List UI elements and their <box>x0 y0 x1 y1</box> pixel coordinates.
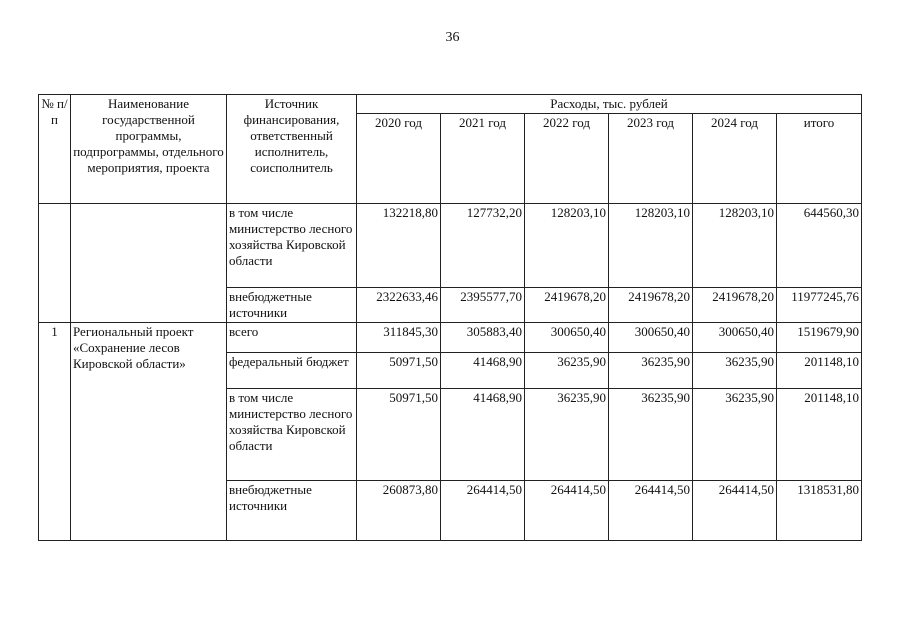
value-cell: 311845,30 <box>357 323 441 353</box>
header-source: Источник финансирования, ответственный исполнитель, соисполнитель <box>227 95 357 204</box>
value-cell: 264414,50 <box>441 481 525 541</box>
value-cell: 1318531,80 <box>777 481 862 541</box>
value-cell: 2419678,20 <box>609 288 693 323</box>
value-cell: 305883,40 <box>441 323 525 353</box>
source-cell: внебюджетные источники <box>227 481 357 541</box>
header-name: Наименование государственной программы, подпрограммы, отдельного мероприятия, проекта <box>71 95 227 204</box>
value-cell: 300650,40 <box>525 323 609 353</box>
header-year-2022: 2022 год <box>525 114 609 204</box>
budget-table <box>38 94 862 541</box>
table-row <box>39 204 862 288</box>
value-cell: 36235,90 <box>693 389 777 481</box>
value-cell: 41468,90 <box>441 353 525 389</box>
value-cell: 128203,10 <box>525 204 609 288</box>
source-cell: внебюджетные источники <box>227 288 357 323</box>
value-cell: 36235,90 <box>609 353 693 389</box>
value-cell: 128203,10 <box>693 204 777 288</box>
header-year-2023: 2023 год <box>609 114 693 204</box>
header-total: итого <box>777 114 862 204</box>
value-cell: 50971,50 <box>357 353 441 389</box>
value-cell: 644560,30 <box>777 204 862 288</box>
project-num: 1 <box>39 323 71 541</box>
value-cell: 11977245,76 <box>777 288 862 323</box>
value-cell: 128203,10 <box>609 204 693 288</box>
value-cell: 36235,90 <box>609 389 693 481</box>
value-cell: 36235,90 <box>525 353 609 389</box>
source-cell: в том числе министерство лесного хозяйства Кировской области <box>227 204 357 288</box>
value-cell: 2419678,20 <box>693 288 777 323</box>
header-num: № п/п <box>39 95 71 204</box>
value-cell: 2419678,20 <box>525 288 609 323</box>
value-cell: 127732,20 <box>441 204 525 288</box>
project-name: Региональный проект «Сохранение лесов Кировской области» <box>71 323 227 541</box>
source-cell: федеральный бюджет <box>227 353 357 389</box>
value-cell: 260873,80 <box>357 481 441 541</box>
value-cell: 2395577,70 <box>441 288 525 323</box>
value-cell: 264414,50 <box>693 481 777 541</box>
header-year-2024: 2024 год <box>693 114 777 204</box>
header-year-2020: 2020 год <box>357 114 441 204</box>
value-cell: 300650,40 <box>609 323 693 353</box>
value-cell: 36235,90 <box>525 389 609 481</box>
value-cell: 264414,50 <box>609 481 693 541</box>
header-year-2021: 2021 год <box>441 114 525 204</box>
value-cell: 2322633,46 <box>357 288 441 323</box>
value-cell: 41468,90 <box>441 389 525 481</box>
value-cell: 132218,80 <box>357 204 441 288</box>
empty-name-cell <box>71 204 227 323</box>
value-cell: 50971,50 <box>357 389 441 481</box>
source-cell: всего <box>227 323 357 353</box>
empty-num-cell <box>39 204 71 323</box>
table-row <box>39 323 862 353</box>
value-cell: 300650,40 <box>693 323 777 353</box>
page-number: 36 <box>445 30 460 45</box>
value-cell: 264414,50 <box>525 481 609 541</box>
source-cell: в том числе министерство лесного хозяйства Кировской области <box>227 389 357 481</box>
value-cell: 36235,90 <box>693 353 777 389</box>
header-expenses: Расходы, тыс. рублей <box>357 95 862 114</box>
value-cell: 1519679,90 <box>777 323 862 353</box>
value-cell: 201148,10 <box>777 389 862 481</box>
value-cell: 201148,10 <box>777 353 862 389</box>
